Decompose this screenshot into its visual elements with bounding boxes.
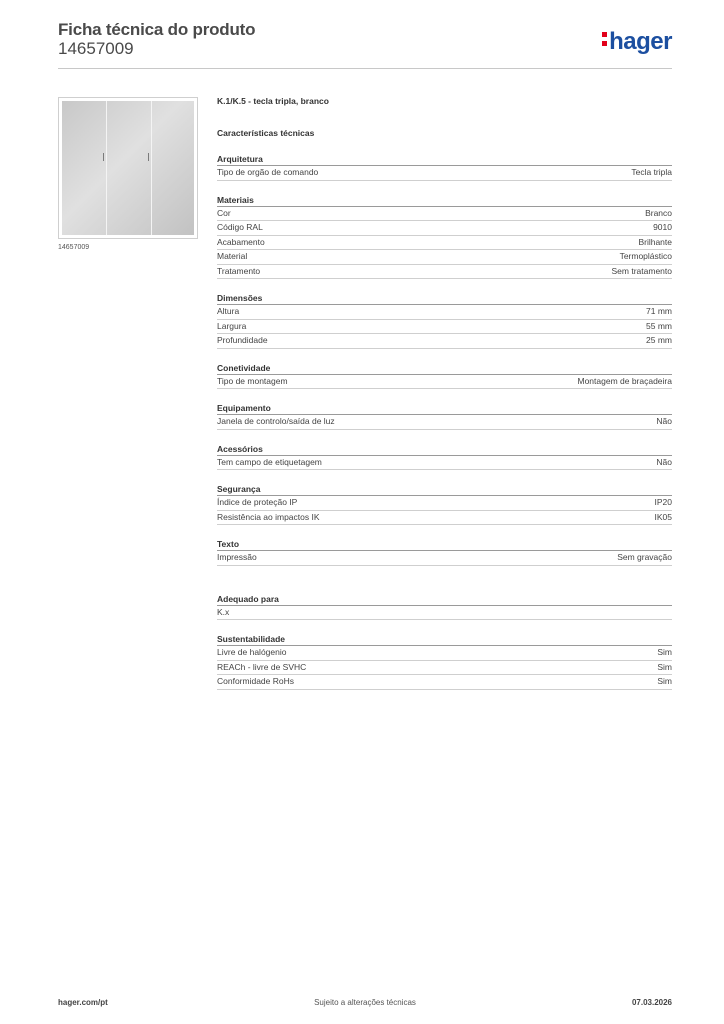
spec-value: 9010 xyxy=(653,222,672,232)
hager-logo xyxy=(602,28,672,56)
header-divider xyxy=(58,68,672,69)
section-title: Dimensões xyxy=(217,293,672,305)
spec-section xyxy=(217,444,672,471)
spec-row xyxy=(217,551,672,566)
footer-note: Sujeito a alterações técnicas xyxy=(314,998,416,1007)
spec-row xyxy=(217,606,672,621)
spec-section xyxy=(217,634,672,690)
spec-value: IP20 xyxy=(654,497,672,507)
page-footer xyxy=(58,998,672,1010)
spec-value: Montagem de braçadeira xyxy=(577,375,672,386)
spec-row xyxy=(217,415,672,430)
spec-label: Acabamento xyxy=(217,236,265,247)
spec-row xyxy=(217,236,672,251)
spec-content xyxy=(217,96,672,690)
spec-row xyxy=(217,166,672,181)
spec-value: Branco xyxy=(645,207,672,218)
spec-value: Sim xyxy=(657,661,672,672)
key-marker xyxy=(103,153,104,161)
tech-heading: Características técnicas xyxy=(217,128,315,138)
spec-label: Tratamento xyxy=(217,265,261,276)
spec-label: Tem campo de etiquetagem xyxy=(217,456,322,467)
spec-label: Altura xyxy=(217,306,240,316)
spec-label: Tipo de montagem xyxy=(217,375,288,386)
spec-label: Profundidade xyxy=(217,335,268,345)
spec-row xyxy=(217,661,672,676)
spec-label: Resistência ao impactos IK xyxy=(217,511,320,522)
spec-label: REACh - livre de SVHC xyxy=(217,661,307,672)
spec-value: 55 mm xyxy=(646,320,672,331)
logo-dots-icon xyxy=(602,28,607,46)
spec-section xyxy=(217,539,672,566)
key-marker xyxy=(148,153,149,161)
spec-value: IK05 xyxy=(654,511,672,522)
spec-label: Código RAL xyxy=(217,222,263,232)
spec-row xyxy=(217,334,672,349)
spec-row xyxy=(217,496,672,511)
spec-row xyxy=(217,221,672,236)
spec-row xyxy=(217,646,672,661)
spec-label: Livre de halógenio xyxy=(217,647,287,657)
spec-value: Termoplástico xyxy=(619,251,672,261)
footer-website: hager.com/pt xyxy=(58,998,108,1007)
spec-row xyxy=(217,207,672,222)
spec-value: 71 mm xyxy=(646,306,672,316)
image-caption: 14657009 xyxy=(58,244,90,251)
spec-section xyxy=(217,195,672,280)
product-photo xyxy=(62,101,194,235)
spec-sections xyxy=(217,154,672,690)
spec-value: Não xyxy=(656,416,672,426)
spec-section xyxy=(217,403,672,430)
spec-value: Sem gravação xyxy=(617,552,672,562)
spec-label: Impressão xyxy=(217,552,257,562)
spec-label: Índice de proteção IP xyxy=(217,497,298,507)
spec-section xyxy=(217,363,672,390)
spec-row xyxy=(217,305,672,320)
spec-value: Sem tratamento xyxy=(611,265,672,276)
section-title: Acessórios xyxy=(217,444,672,456)
spec-value: Sim xyxy=(657,676,672,686)
spec-label: Cor xyxy=(217,207,231,218)
section-title: Sustentabilidade xyxy=(217,634,672,646)
spec-value: Brilhante xyxy=(638,236,672,247)
page-header xyxy=(58,20,672,68)
spec-row xyxy=(217,250,672,265)
spec-value: Não xyxy=(656,456,672,467)
spec-row xyxy=(217,375,672,390)
spec-label: Janela de controlo/saída de luz xyxy=(217,416,335,426)
spec-section xyxy=(217,594,672,621)
section-title: Materiais xyxy=(217,195,672,207)
product-name: K.1/K.5 - tecla tripla, branco xyxy=(217,96,329,106)
spec-section xyxy=(217,154,672,181)
spec-value: 25 mm xyxy=(646,335,672,345)
product-image xyxy=(58,97,198,239)
spec-row xyxy=(217,265,672,280)
section-title: Segurança xyxy=(217,484,672,496)
spec-label: Tipo de orgão de comando xyxy=(217,167,319,177)
spec-label: Conformidade RoHs xyxy=(217,676,295,686)
spec-label: Largura xyxy=(217,320,247,331)
spec-value: Sim xyxy=(657,647,672,657)
spec-label: Material xyxy=(217,251,248,261)
spec-row xyxy=(217,320,672,335)
spec-section xyxy=(217,293,672,349)
spec-section xyxy=(217,484,672,525)
section-title: Texto xyxy=(217,539,672,551)
spec-row xyxy=(217,511,672,526)
product-number: 14657009 xyxy=(58,39,134,58)
document-title: Ficha técnica do produto xyxy=(58,20,256,39)
spec-label: K.x xyxy=(217,606,230,617)
section-title: Arquitetura xyxy=(217,154,672,166)
spec-row xyxy=(217,675,672,690)
key-divider xyxy=(106,101,107,235)
spec-row xyxy=(217,456,672,471)
spec-value: Tecla tripla xyxy=(631,167,672,177)
logo-text: hager xyxy=(609,28,672,55)
section-title: Equipamento xyxy=(217,403,672,415)
key-divider xyxy=(151,101,152,235)
footer-date: 07.03.2026 xyxy=(631,998,672,1007)
section-title: Adequado para xyxy=(217,594,672,606)
section-title: Conetividade xyxy=(217,363,672,375)
